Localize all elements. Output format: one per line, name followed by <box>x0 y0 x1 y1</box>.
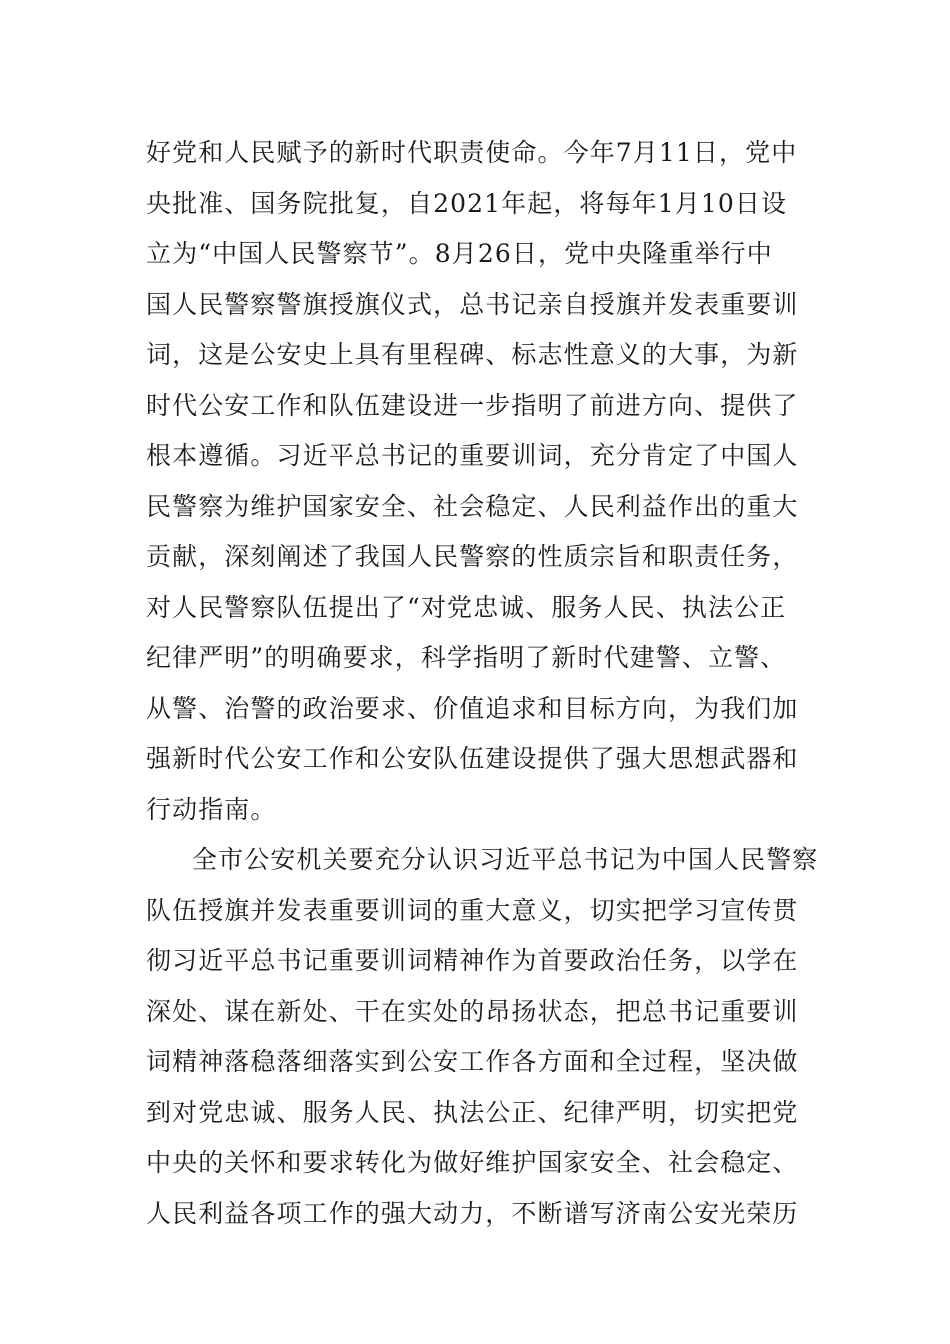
text-line: 立为“中国人民警察节”。8月26日，党中央隆重举行中 <box>146 239 773 268</box>
text-line: 队伍授旗并发表重要训词的重大意义，切实把学习宣传贯 <box>146 895 799 925</box>
text-line: 时代公安工作和队伍建设进一步指明了前进方向、提供了 <box>146 390 799 420</box>
text-line: 央批准、国务院批复，自2021年起，将每年1月10日设 <box>146 188 788 218</box>
text-line: 从警、治警的政治要求、价值追求和目标方向，为我们加 <box>146 693 799 723</box>
text-line: 全市公安机关要充分认识习近平总书记为中国人民警察 <box>192 845 819 874</box>
text-line: 词，这是公安史上具有里程碑、标志性意义的大事，为新 <box>146 340 799 369</box>
text-line: 国人民警察警旗授旗仪式，总书记亲自授旗并发表重要训 <box>146 289 799 319</box>
text-line: 深处、谋在新处、干在实处的昂扬状态，把总书记重要训 <box>146 996 799 1026</box>
text-line: 强新时代公安工作和公安队伍建设提供了强大思想武器和 <box>146 744 799 773</box>
text-line: 对人民警察队伍提出了“对党忠诚、服务人民、执法公正 <box>146 592 787 622</box>
text-line: 根本遵循。习近平总书记的重要训词，充分肯定了中国人 <box>146 441 799 470</box>
text-line: 彻习近平总书记重要训词精神作为首要政治任务，以学在 <box>146 946 799 975</box>
text-line: 行动指南。 <box>146 794 277 824</box>
text-line: 人民利益各项工作的强大动力，不断谱写济南公安光荣历 <box>146 1198 799 1228</box>
text-line: 民警察为维护国家安全、社会稳定、人民利益作出的重大 <box>146 491 799 521</box>
document-body <box>146 128 819 1239</box>
text-line: 中央的关怀和要求转化为做好维护国家安全、社会稳定、 <box>146 1148 799 1177</box>
text-line: 词精神落稳落细落实到公安工作各方面和全过程，坚决做 <box>146 1047 799 1076</box>
paragraph-1 <box>146 128 810 835</box>
text-line: 到对党忠诚、服务人民、执法公正、纪律严明，切实把党 <box>146 1097 799 1127</box>
text-line: 纪律严明”的明确要求，科学指明了新时代建警、立警、 <box>146 643 787 672</box>
paragraph-2 <box>146 835 819 1239</box>
text-line: 好党和人民赋予的新时代职责使命。今年7月11日，党中 <box>146 138 798 167</box>
text-line: 贡献，深刻阐述了我国人民警察的性质宗旨和职责任务， <box>146 542 799 571</box>
